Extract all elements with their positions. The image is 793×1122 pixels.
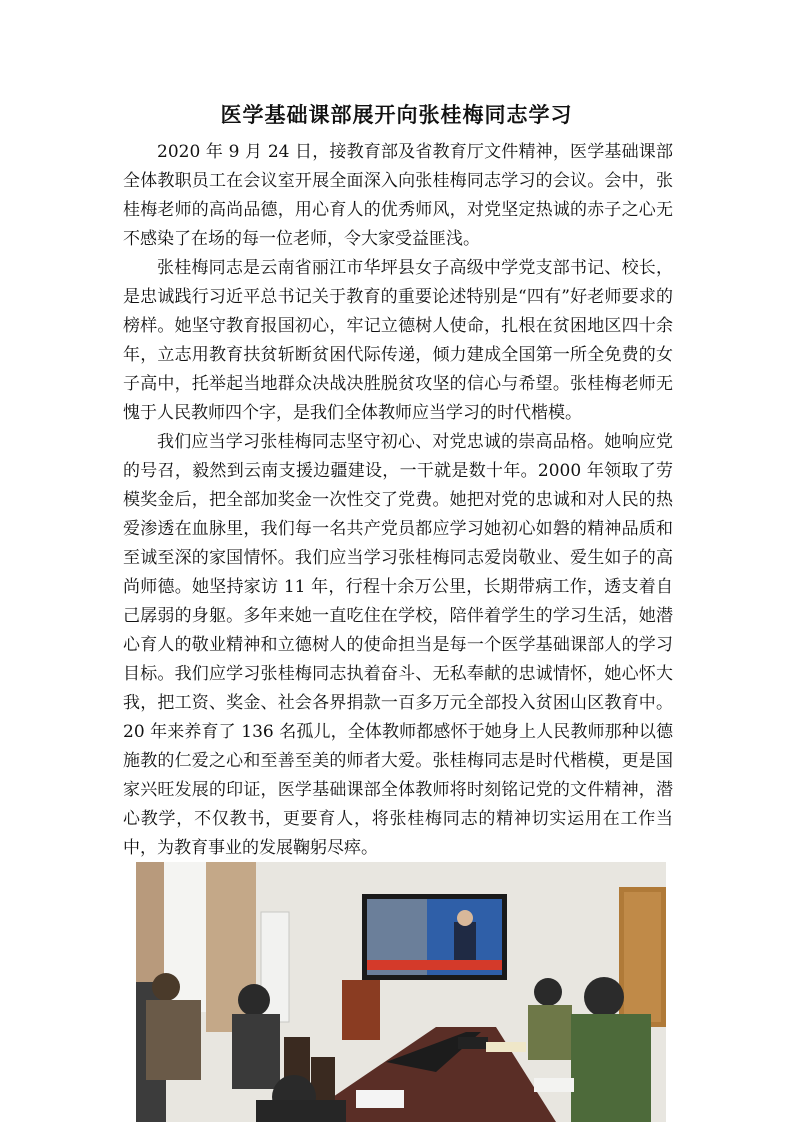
laptop [458,1037,488,1049]
tv-anchor [454,922,476,962]
papers [486,1042,526,1052]
person-man-head [584,977,624,1017]
document-body [123,138,673,863]
paragraph-1: 2020 年 9 月 24 日，接教育部及省教育厅文件精神，医学基础课部全体教职员工在会议室开展全面深入向张桂梅同志学习的会议。会中，张桂梅老师的高尚品德，用心育人的优秀师风，对党坚定热诚的赤子之心无不感染了在场的每一位老师，令大家受益匪浅。 [123,142,673,249]
tv-caption-bar [367,960,502,970]
tv-anchor-head [457,910,473,926]
document-title: 医学基础课部展开向张桂梅同志学习 [220,103,573,127]
person-man-body [571,1014,651,1122]
person-woman-body [528,1005,572,1060]
person-front-body [256,1100,346,1122]
paragraph-2: 张桂梅同志是云南省丽江市华坪县女子高级中学党支部书记、校长，是忠诚践行习近平总书记关于教育的重要论述特别是“四有”好老师要求的榜样。她坚守教育报国初心，牢记立德树人使命，扎根在贫困地区四十余年，立志用教育扶贫斩断贫困代际传递，倾力建成全国第一所全免费的女子高中，托举起当地群众决战决胜脱贫攻坚的信心与希望。张桂梅老师无愧于人民教师四个字，是我们全体教师应当学习的时代楷模。 [123,258,673,423]
person-woman-head [534,978,562,1006]
paper-sheet [356,1090,404,1108]
person-left-body [146,1000,201,1080]
person-center-head [238,984,270,1016]
meeting-photo-illustration [136,862,666,1122]
door-panel [624,892,661,1022]
paper-right [534,1078,574,1092]
podium [342,980,380,1040]
person-left-head [152,973,180,1001]
meeting-photo [136,862,666,1122]
person-center-body [232,1014,280,1089]
paragraph-3: 我们应当学习张桂梅同志坚守初心、对党忠诚的崇高品格。她响应党的号召，毅然到云南支援边疆建设，一干就是数十年。2000 年领取了劳模奖金后，把全部加奖金一次性交了党费。她把对党的忠诚和对人民的热爱渗透在血脉里，我们每一名共产党员都应学习她初心如磐的精神品质和至诚至深的家国情怀。我们应当学习张桂梅同志爱岗敬业、爱生如子的高尚师德。她坚持家访 11 年，行程十余万公里，长期带病工作，透支着自己孱弱的身躯。多年来她一直吃住在学校，陪伴着学生的学习生活，她潜心育人的敬业精神和立德树人的使命担当是每一个医学基础课部人的学习目标。我们应学习张桂梅同志执着奋斗、无私奉献的忠诚情怀，她心怀大我，把工资、奖金、社会各界捐款一百多万元全部投入贫困山区教育中。20 年来养育了 136 名孤儿，全体教师都感怀于她身上人民教师那种以德施教的仁爱之心和至善至美的师者大爱。张桂梅同志是时代楷模，更是国家兴旺发展的印证，医学基础课部全体教师将时刻铭记党的文件精神，潜心教学，不仅教书，更要育人，将张桂梅同志的精神切实运用在工作当中，为教育事业的发展鞠躬尽瘁。 [123,432,673,858]
